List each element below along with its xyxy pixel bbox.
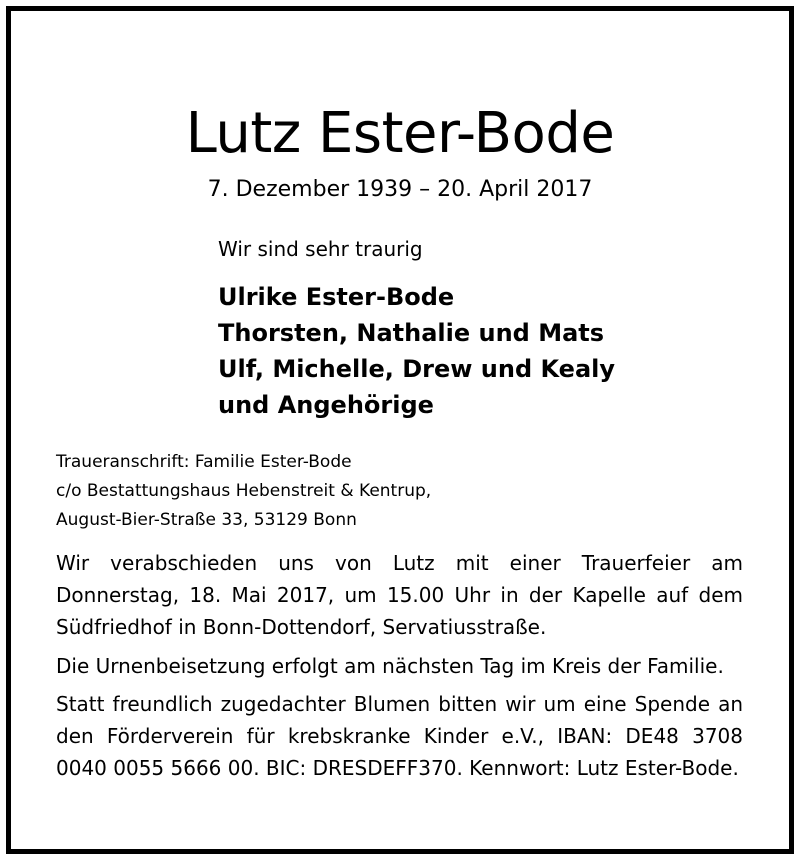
donation-request-text: Statt freundlich zugedachter Blumen bitten wir um eine Spende an den Förderverein für krebskranke Kinder e.V., IBAN: DE48 3708 0040 0055 5666 00. BIC: DRESDEFF370. Kennwort: Lutz Ester-Bode. (56, 692, 743, 780)
address-line: August-Bier-Straße 33, 53129 Bonn (56, 510, 357, 530)
urn-burial-text: Die Urnenbeisetzung erfolgt am nächsten Tag im Kreis der Familie. (56, 654, 724, 678)
mourners-list (218, 279, 615, 423)
mourner-line: Ulf, Michelle, Drew und Kealy (218, 355, 616, 383)
mourner-line: Thorsten, Nathalie und Mats (218, 319, 605, 347)
address-line: Traueranschrift: Familie Ester-Bode (56, 452, 352, 472)
deceased-name: Lutz Ester-Bode (185, 101, 615, 166)
funeral-service-text: Wir verabschieden uns von Lutz mit einer Trauerfeier am Donnerstag, 18. Mai 2017, um 15.00 Uhr in der Kapelle auf dem Südfriedhof in Bonn-Dottendorf, Servatiusstraße. (56, 551, 743, 639)
mourning-intro: Wir sind sehr traurig (218, 237, 423, 261)
mourner-line: Ulrike Ester-Bode (218, 283, 455, 311)
address-line: c/o Bestattungshaus Hebenstreit & Kentrup, (56, 481, 432, 501)
life-dates: 7. Dezember 1939 – 20. April 2017 (207, 177, 593, 202)
mourner-line: und Angehörige (218, 391, 434, 419)
mourning-address (56, 448, 431, 535)
